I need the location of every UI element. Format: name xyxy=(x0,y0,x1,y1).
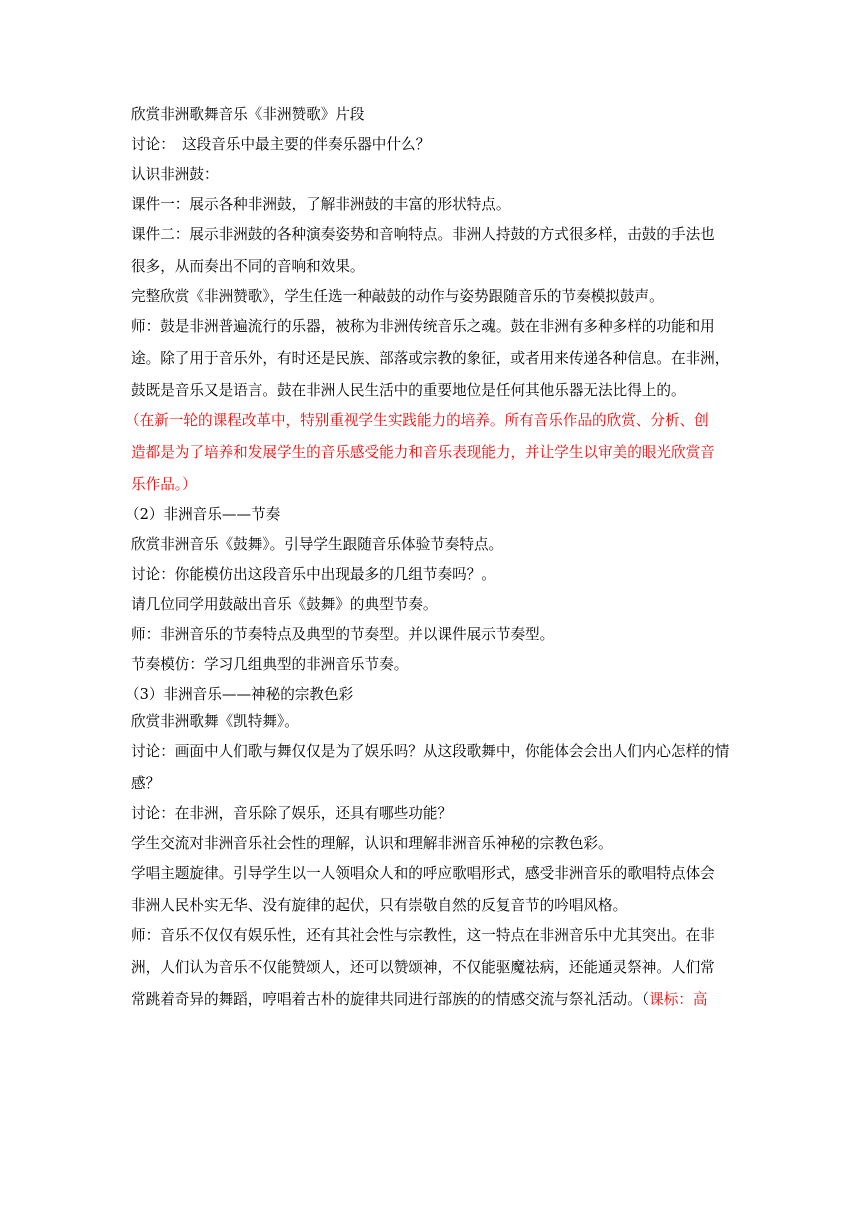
paragraph-line: 很多，从而奏出不同的音响和效果。 xyxy=(131,258,365,275)
paragraph-line: 课件二：展示非洲鼓的各种演奏姿势和音响特点。非洲人持鼓的方式很多样，击鼓的手法也 xyxy=(131,226,715,243)
highlight-line: 乐作品。） xyxy=(131,476,197,493)
section-heading: （3）非洲音乐——神秘的宗教色彩 xyxy=(125,686,354,703)
paragraph-line: 认识非洲鼓： xyxy=(131,166,219,183)
section-heading: （2）非洲音乐——节奏 xyxy=(125,506,281,523)
paragraph-line: 师：音乐不仅仅有娱乐性，还有其社会性与宗教性，这一特点在非洲音乐中尤其突出。在非 xyxy=(131,927,715,944)
paragraph-line: 讨论：画面中人们歌与舞仅仅是为了娱乐吗？从这段歌舞中，你能体会会出人们内心怎样的情 xyxy=(131,743,730,760)
paragraph-line: 请几位同学用鼓敲出音乐《鼓舞》的典型节奏。 xyxy=(131,596,438,613)
paragraph-line: 欣赏非洲音乐《鼓舞》。引导学生跟随音乐体验节奏特点。 xyxy=(131,536,504,553)
paragraph-line: 欣赏非洲歌舞音乐《非洲赞歌》片段 xyxy=(131,106,365,123)
paragraph-line xyxy=(131,991,732,1009)
paragraph-line: 师：非洲音乐的节奏特点及典型的节奏型。并以课件展示节奏型。 xyxy=(131,626,555,643)
paragraph-line: 师：鼓是非洲普遍流行的乐器，被称为非洲传统音乐之魂。鼓在非洲有多种多样的功能和用 xyxy=(131,318,715,335)
paragraph-line: 完整欣赏《非洲赞歌》，学生任选一种敲鼓的动作与姿势跟随音乐的节奏模拟鼓声。 xyxy=(131,288,664,305)
highlight-line: （在新一轮的课程改革中，特别重视学生实践能力的培养。所有音乐作品的欣赏、分析、创 xyxy=(125,412,709,429)
paragraph-line: 感？ xyxy=(131,775,161,792)
paragraph-line: 学生交流对非洲音乐社会性的理解，认识和理解非洲音乐神秘的宗教色彩。 xyxy=(131,835,613,852)
paragraph-line: 讨论：你能模仿出这段音乐中出现最多的几组节奏吗？。 xyxy=(131,566,496,583)
paragraph-line: 鼓既是音乐又是语言。鼓在非洲人民生活中的重要地位是任何其他乐器无法比得上的。 xyxy=(131,382,686,399)
document-body xyxy=(125,106,732,1009)
paragraph-line: 非洲人民朴实无华、没有旋律的起伏，只有崇敬自然的反复音节的吟唱风格。 xyxy=(131,897,628,914)
highlight-line: 造都是为了培养和发展学生的音乐感受能力和音乐表现能力，并让学生以审美的眼光欣赏音 xyxy=(131,444,715,461)
paragraph-line: 讨论：在非洲，音乐除了娱乐，还具有哪些功能？ xyxy=(131,805,453,822)
paragraph-line: 洲，人们认为音乐不仅能赞颂人，还可以赞颂神，不仅能驱魔祛病，还能通灵祭神。人们常 xyxy=(131,959,715,976)
paragraph-line: 途。除了用于音乐外，有时还是民族、部落或宗教的象征，或者用来传递各种信息。在非洲， xyxy=(131,350,730,367)
paragraph-line: 节奏模仿：学习几组典型的非洲音乐节奏。 xyxy=(131,656,409,673)
line-text: 常跳着奇异的舞蹈，哼唱着古朴的旋律共同进行部族的的情感交流与祭礼活动。（ xyxy=(131,991,650,1008)
red-annotation: 课标：高 xyxy=(649,991,708,1008)
paragraph-line: 讨论： 这段音乐中最主要的伴奏乐器中什么？ xyxy=(131,136,431,153)
paragraph-line: 欣赏非洲歌舞《凯特舞》。 xyxy=(131,713,299,730)
paragraph-line: 课件一：展示各种非洲鼓，了解非洲鼓的丰富的形状特点。 xyxy=(131,196,511,213)
paragraph-line: 学唱主题旋律。引导学生以一人领唱众人和的呼应歌唱形式，感受非洲音乐的歌唱特点体会 xyxy=(131,865,715,882)
